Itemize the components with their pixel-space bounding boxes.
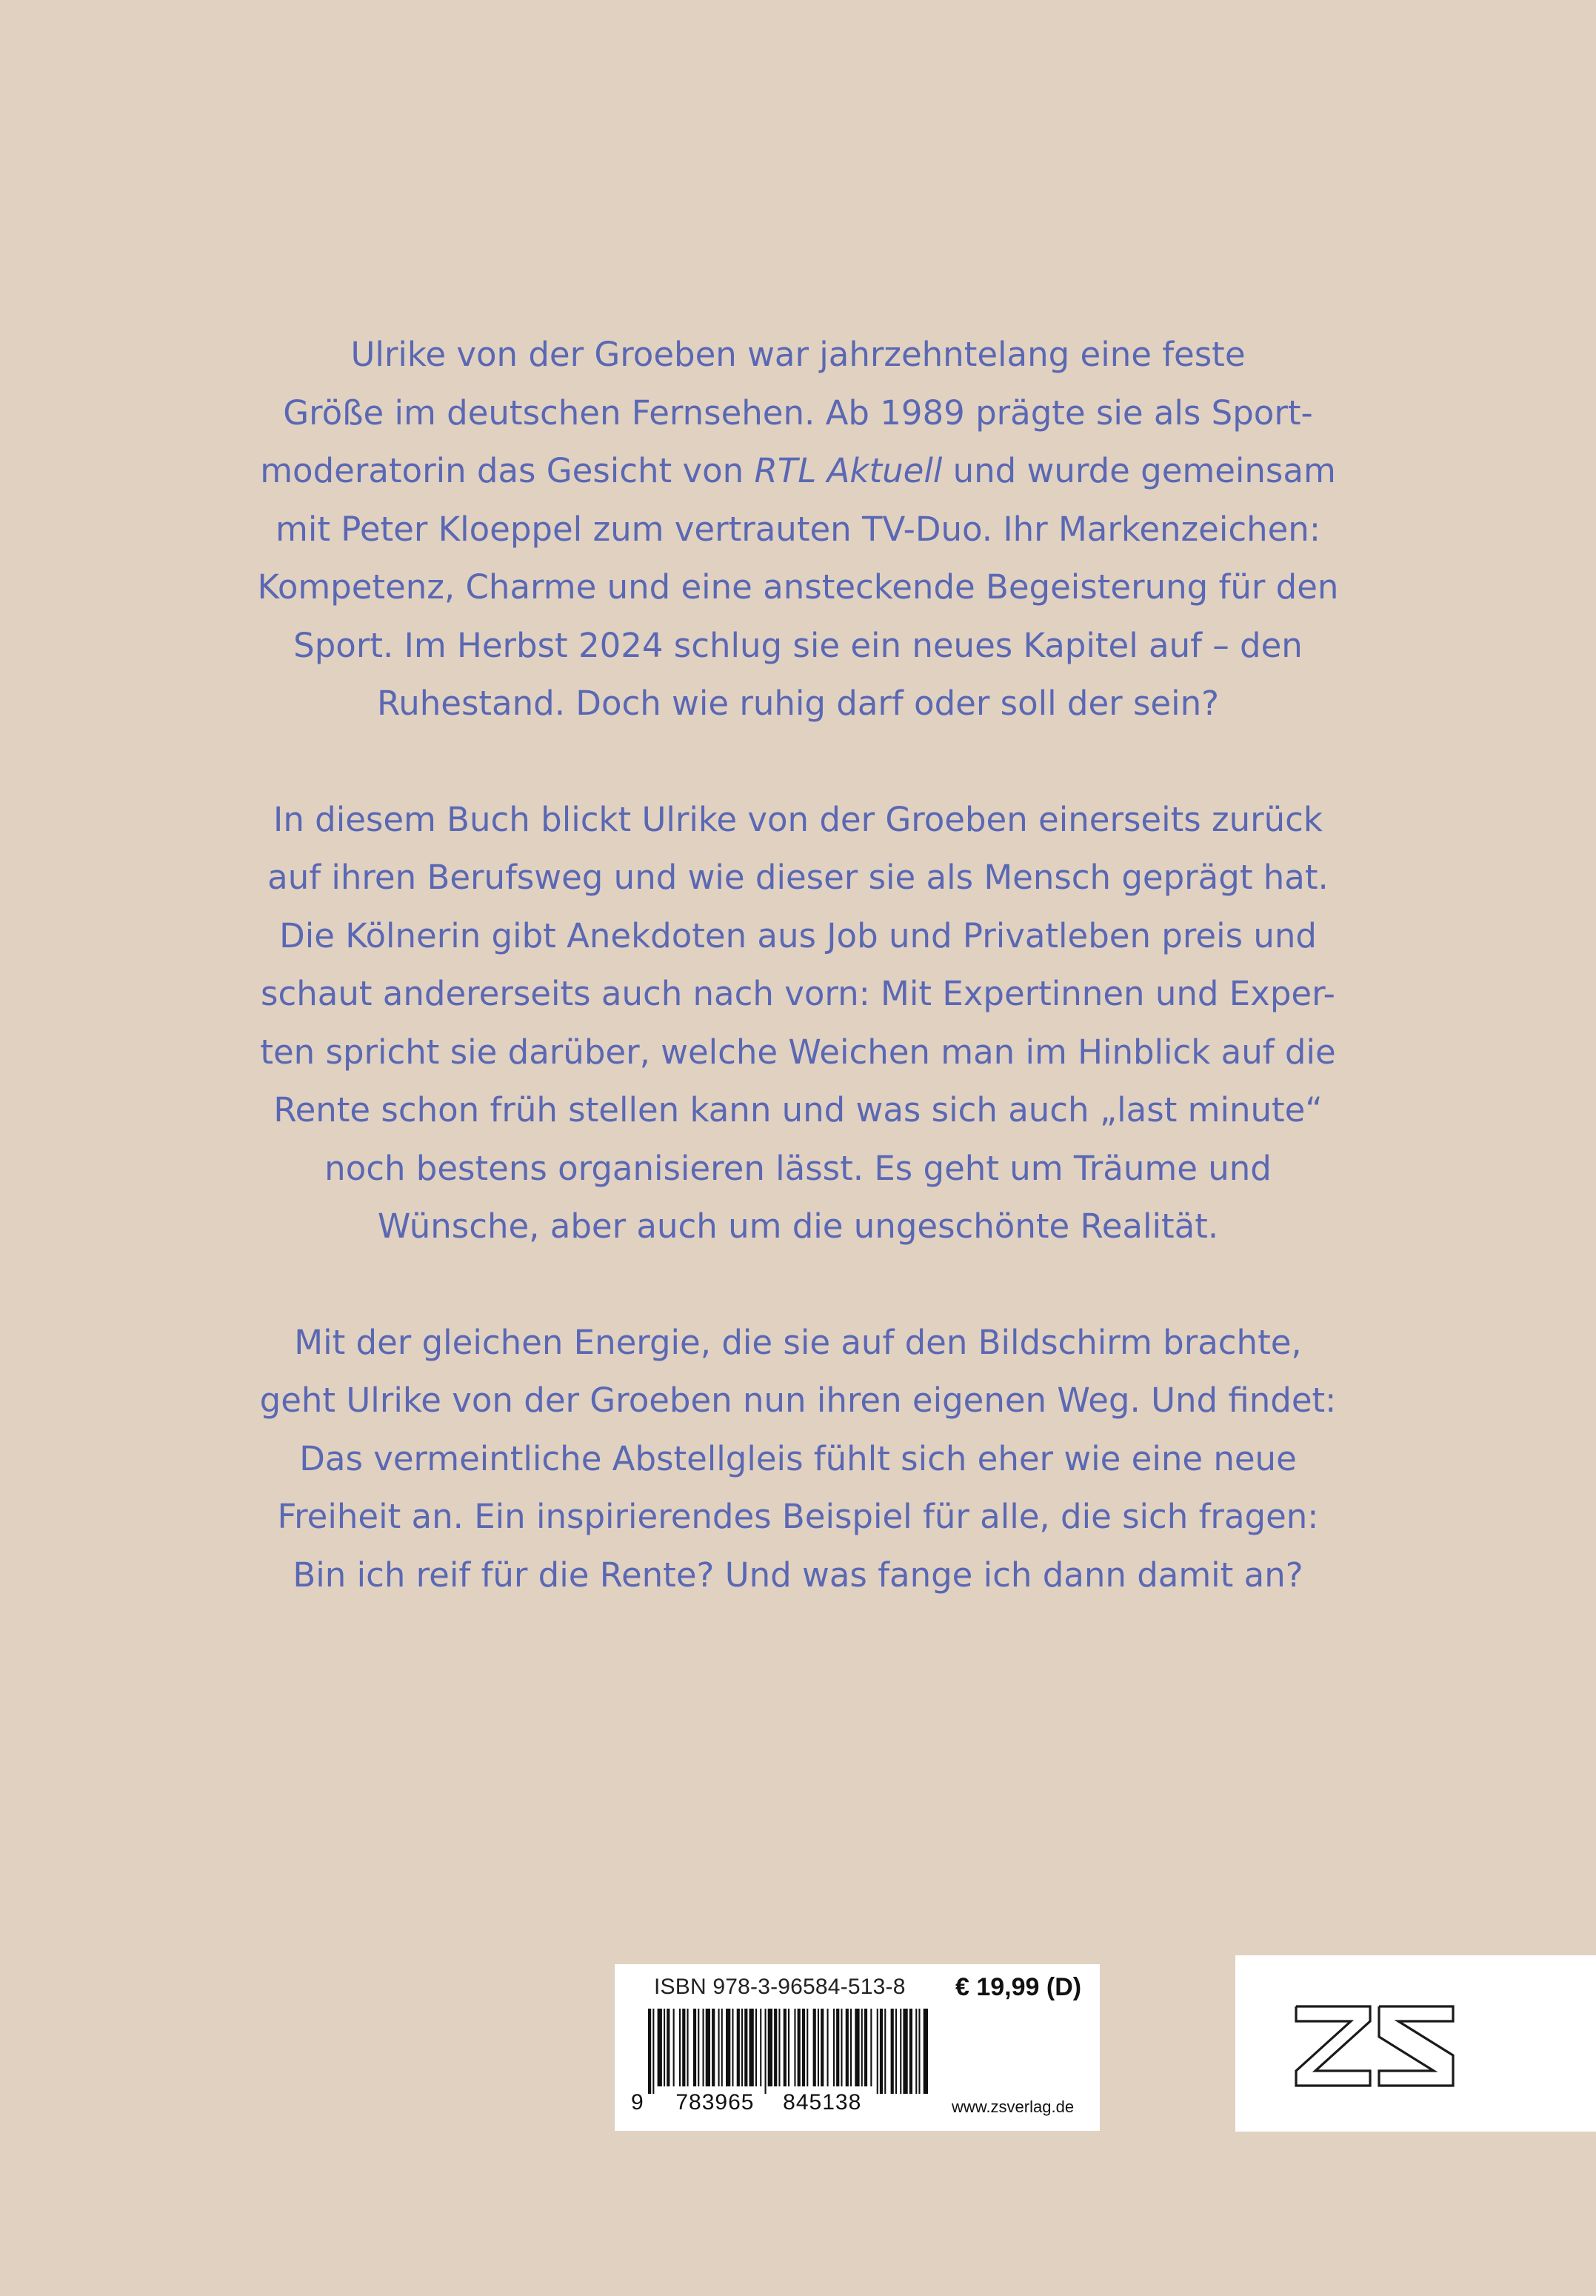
blurb-line: In diesem Buch blickt Ulrike von der Groeben einerseits zurück (273, 799, 1323, 839)
barcode-bar (794, 2009, 795, 2086)
barcode-bars (648, 2009, 929, 2094)
barcode-bar (861, 2009, 863, 2086)
barcode-bar (718, 2009, 720, 2086)
barcode-bar (765, 2009, 767, 2094)
blurb-line: Bin ich reif für die Rente? Und was fange ich dann damit an? (293, 1555, 1303, 1595)
barcode-bar (667, 2009, 670, 2086)
barcode-bar (924, 2009, 928, 2094)
barcode-bar (703, 2009, 704, 2086)
barcode-bar (749, 2009, 754, 2086)
barcode-bar (870, 2009, 872, 2086)
blurb-line: geht Ulrike von der Groeben nun ihren eigenen Weg. Und findet: (259, 1381, 1337, 1420)
blurb-line: Sport. Im Herbst 2024 schlug sie ein neues Kapitel auf – den (293, 625, 1303, 665)
barcode-bar (784, 2009, 787, 2086)
blurb-line: auf ihren Berufsweg und wie dieser sie als Mensch geprägt hat. (267, 858, 1329, 897)
blurb-line: Wünsche, aber auch um die ungeschönte Realität. (377, 1207, 1219, 1246)
barcode-bar (833, 2009, 835, 2086)
barcode-bar (855, 2009, 859, 2086)
blurb-line: Rente schon früh stellen kann und was sich auch „last minute“ (273, 1090, 1323, 1129)
publisher-logo-panel (1235, 1955, 1596, 2132)
blurb-line: Freiheit an. Ein inspirierendes Beispiel für alle, die sich fragen: (277, 1497, 1319, 1536)
zs-logo-icon (1293, 2003, 1456, 2089)
blurb-paragraph (222, 326, 1374, 733)
barcode-bar (802, 2009, 805, 2086)
barcode-digits-right: 845138 (783, 2090, 862, 2115)
blurb-line: Das vermeintliche Abstellgleis fühlt sich eher wie eine neue (299, 1438, 1297, 1478)
barcode-digit-lead: 9 (631, 2090, 644, 2115)
barcode-bar (915, 2009, 917, 2094)
barcode-panel (615, 1964, 1100, 2131)
barcode-bar (712, 2009, 715, 2086)
barcode-bar (850, 2009, 852, 2086)
barcode-digits (631, 2090, 861, 2115)
barcode-bar (673, 2009, 675, 2086)
barcode-bar (648, 2009, 651, 2094)
barcode-bar (652, 2009, 654, 2094)
barcode-bar (827, 2009, 829, 2086)
barcode-bar (726, 2009, 730, 2086)
blurb-line: Die Kölnerin gibt Anekdoten aus Job und Privatleben preis und (279, 915, 1317, 955)
blurb-line: moderatorin das Gesicht von RTL Aktuell und wurde gemeinsam (260, 451, 1336, 490)
blurb-paragraph (222, 791, 1374, 1256)
barcode-bar (909, 2009, 912, 2094)
blurb-line: noch bestens organisieren lässt. Es geht um Träume und (324, 1148, 1272, 1188)
blurb-line: mit Peter Kloeppel zum vertrauten TV-Duo. Ihr Markenzeichen: (276, 509, 1320, 549)
barcode-bar (664, 2009, 665, 2086)
barcode-bar (687, 2009, 689, 2086)
barcode-bar (682, 2009, 685, 2086)
blurb-line: schaut andererseits auch nach vorn: Mit Expertinnen und Exper- (261, 974, 1335, 1013)
blurb-paragraph (222, 1314, 1374, 1605)
price-label: € 19,99 (D) (955, 1973, 1082, 2001)
barcode-bar (846, 2009, 849, 2086)
barcode-bar (877, 2009, 878, 2094)
blurb-line: ten spricht sie darüber, welche Weichen man im Hinblick auf die (260, 1032, 1336, 1072)
blurb-line: Mit der gleichen Energie, die sie auf den Bildschirm brachte, (294, 1322, 1302, 1362)
barcode-bar (895, 2009, 897, 2094)
program-title: RTL Aktuell (754, 451, 943, 490)
barcode-bar (778, 2009, 780, 2086)
barcode-bar (658, 2009, 662, 2086)
barcode-bar (813, 2009, 816, 2086)
barcode-bar (768, 2009, 772, 2086)
barcode-bar (884, 2009, 886, 2094)
barcode-bar (737, 2009, 740, 2086)
publisher-url: www.zsverlag.de (952, 2098, 1075, 2116)
blurb-line: Ulrike von der Groeben war jahrzehntelang eine feste (350, 335, 1246, 374)
barcode-bar (836, 2009, 839, 2086)
barcode-bar (732, 2009, 733, 2086)
barcode-bar (693, 2009, 696, 2086)
blurb-line: Ruhestand. Doch wie ruhig darf oder soll der sein? (376, 684, 1220, 723)
barcode-bar (903, 2009, 907, 2094)
barcode-bar (864, 2009, 867, 2086)
barcode-bar (721, 2009, 723, 2086)
barcode-bar (880, 2009, 883, 2094)
barcode-bar (900, 2009, 901, 2094)
barcode-bar (918, 2009, 920, 2094)
barcode-bar (755, 2009, 757, 2086)
barcode-bar (807, 2009, 808, 2086)
barcode-bar (818, 2009, 819, 2086)
barcode-bar (821, 2009, 824, 2086)
back-cover-blurb (222, 326, 1374, 1604)
barcode-bar (760, 2009, 761, 2086)
barcode-bar (891, 2009, 894, 2094)
barcode-bar (679, 2009, 681, 2086)
barcode-bar (774, 2009, 777, 2086)
barcode-bar (798, 2009, 801, 2086)
blurb-line: Kompetenz, Charme und eine ansteckende Begeisterung für den (257, 567, 1339, 607)
barcode-bar (788, 2009, 789, 2086)
barcode-bar (698, 2009, 699, 2086)
barcode-bar (741, 2009, 743, 2086)
isbn-number: ISBN 978-3-96584-513-8 (654, 1975, 906, 1999)
barcode-bar (841, 2009, 842, 2086)
blurb-line: Größe im deutschen Fernsehen. Ab 1989 prägte sie als Sport- (283, 393, 1313, 433)
barcode-bar (706, 2009, 710, 2086)
barcode-bar (744, 2009, 747, 2086)
barcode-digits-left: 783965 (675, 2090, 755, 2115)
